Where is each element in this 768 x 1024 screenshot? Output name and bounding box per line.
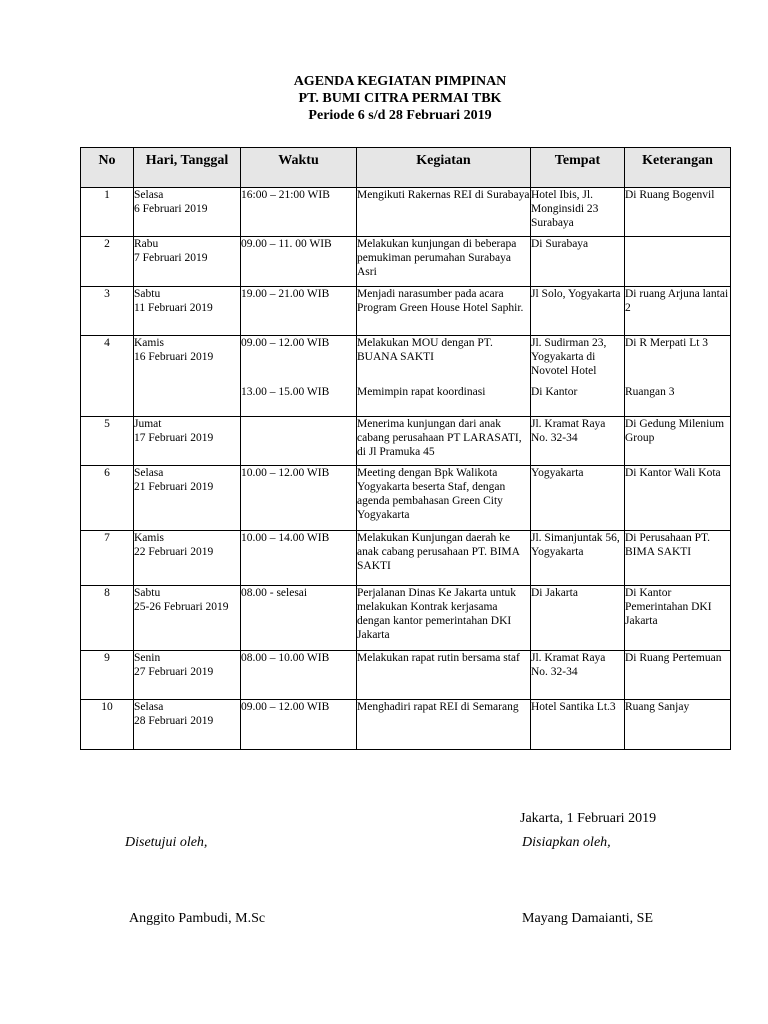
row-day: Selasa [134, 189, 164, 201]
row-activity: Menerima kunjungan dari anak cabang perusahaan PT LARASATI, di Jl Pramuka 45 [357, 417, 531, 466]
row-day: Sabtu [134, 587, 161, 599]
table-row [81, 531, 731, 586]
row-day: Kamis [134, 532, 165, 544]
row-time: 09.00 – 12.00 WIB [241, 700, 357, 750]
row-place: Hotel Ibis, Jl. Monginsidi 23 Surabaya [531, 188, 625, 237]
row-day-date [134, 466, 241, 531]
row-date: 6 Februari 2019 [134, 203, 208, 215]
row-note: Di Kantor Wali Kota [625, 466, 731, 531]
row-day-date [134, 417, 241, 466]
row-date: 27 Februari 2019 [134, 666, 214, 678]
row-day-date [134, 586, 241, 651]
approved-by-label: Disetujui oleh, [125, 835, 208, 850]
row-date: 16 Februari 2019 [134, 351, 214, 363]
header-keterangan: Keterangan [625, 148, 731, 188]
table-row [81, 287, 731, 336]
row-date: 25-26 Februari 2019 [134, 601, 229, 613]
row-activity: Meeting dengan Bpk Walikota Yogyakarta beserta Staf, dengan agenda pembahasan Green City Yogyakarta [357, 466, 531, 531]
row-activity: Melakukan Kunjungan daerah ke anak cabang perusahaan PT. BIMA SAKTI [357, 531, 531, 586]
row-number: 3 [81, 287, 134, 336]
row-activity: Menghadiri rapat REI di Semarang [357, 700, 531, 750]
row-number: 9 [81, 651, 134, 700]
row-date: 17 Februari 2019 [134, 432, 214, 444]
row-activity: Melakukan rapat rutin bersama staf [357, 651, 531, 700]
row-number: 10 [81, 700, 134, 750]
header-tempat: Tempat [531, 148, 625, 188]
table-row [81, 700, 731, 750]
row-note: Di Ruang Pertemuan [625, 651, 731, 700]
row-note: Di Kantor Pemerintahan DKI Jakarta [625, 586, 731, 651]
row-day-date [134, 336, 241, 417]
row-note: Di Gedung Milenium Group [625, 417, 731, 466]
row-note: Di Perusahaan PT. BIMA SAKTI [625, 531, 731, 586]
prepared-by-label: Disiapkan oleh, [522, 835, 611, 850]
row-number: 2 [81, 237, 134, 287]
row-day-date [134, 531, 241, 586]
row-number: 5 [81, 417, 134, 466]
table-row [81, 188, 731, 237]
row-activity: Melakukan kunjungan di beberapa pemukiman perumahan Surabaya Asri [357, 237, 531, 287]
header-waktu: Waktu [241, 148, 357, 188]
row-note [625, 237, 731, 287]
row-date: 22 Februari 2019 [134, 546, 214, 558]
row-time: 19.00 – 21.00 WIB [241, 287, 357, 336]
row-number: 6 [81, 466, 134, 531]
row-place: Hotel Santika Lt.3 [531, 700, 625, 750]
table-row [81, 336, 731, 385]
row-day-date [134, 188, 241, 237]
row-time: 10.00 – 12.00 WIB [241, 466, 357, 531]
row-activity: Perjalanan Dinas Ke Jakarta untuk melakukan Kontrak kerjasama dengan kantor pemerintahan DKI Jakarta [357, 586, 531, 651]
row-note: Ruang Sanjay [625, 700, 731, 750]
row-time: 08.00 - selesai [241, 586, 357, 651]
row-day: Sabtu [134, 288, 161, 300]
header-tanggal: Tanggal [180, 153, 229, 168]
row-number: 8 [81, 586, 134, 651]
row-note: Di ruang Arjuna lantai 2 [625, 287, 731, 336]
row-place: Di Jakarta [531, 586, 625, 651]
row-time: 09.00 – 11. 00 WIB [241, 237, 357, 287]
header-hari-tanggal [134, 148, 241, 188]
row-place: Di Surabaya [531, 237, 625, 287]
table-row [81, 466, 731, 531]
row-time: 10.00 – 14.00 WIB [241, 531, 357, 586]
period-label: Periode 6 s/d 28 Februari 2019 [308, 108, 492, 123]
row-time: 16:00 – 21:00 WIB [241, 188, 357, 237]
row-date: 21 Februari 2019 [134, 481, 214, 493]
row-note: Ruangan 3 [625, 385, 731, 417]
row-activity: Memimpin rapat koordinasi [357, 385, 531, 417]
row-day: Selasa [134, 701, 164, 713]
row-day-date [134, 700, 241, 750]
row-day-date [134, 651, 241, 700]
row-activity: Menjadi narasumber pada acara Program Green House Hotel Saphir. [357, 287, 531, 336]
row-time [241, 417, 357, 466]
row-note: Di R Merpati Lt 3 [625, 336, 731, 385]
row-day-date [134, 287, 241, 336]
table-row [81, 417, 731, 466]
row-day: Selasa [134, 467, 164, 479]
row-date: 11 Februari 2019 [134, 302, 213, 314]
row-place: Jl. Kramat Raya No. 32-34 [531, 651, 625, 700]
approver-name: Anggito Pambudi, M.Sc [129, 911, 266, 926]
table-row [81, 237, 731, 287]
row-date: 7 Februari 2019 [134, 252, 208, 264]
row-place: Yogyakarta [531, 466, 625, 531]
row-day: Kamis [134, 337, 165, 349]
agenda-table [80, 147, 731, 750]
row-date: 28 Februari 2019 [134, 715, 214, 727]
document-title: AGENDA KEGIATAN PIMPINAN [293, 74, 507, 89]
company-name: PT. BUMI CITRA PERMAI TBK [298, 91, 502, 106]
row-day: Jumat [134, 418, 162, 430]
place-date: Jakarta, 1 Februari 2019 [520, 811, 657, 826]
row-day: Senin [134, 652, 161, 664]
row-place: Jl. Simanjuntak 56, Yogyakarta [531, 531, 625, 586]
row-number: 1 [81, 188, 134, 237]
row-number: 7 [81, 531, 134, 586]
row-place: Jl. Sudirman 23, Yogyakarta di Novotel Hotel [531, 336, 625, 385]
row-place: Di Kantor [531, 385, 625, 417]
row-number: 4 [81, 336, 134, 417]
row-day: Rabu [134, 238, 159, 250]
row-time: 08.00 – 10.00 WIB [241, 651, 357, 700]
header-no: No [81, 148, 134, 188]
row-day-date [134, 237, 241, 287]
row-time: 13.00 – 15.00 WIB [241, 385, 357, 417]
row-place: Jl. Kramat Raya No. 32-34 [531, 417, 625, 466]
row-activity: Mengikuti Rakernas REI di Surabaya [357, 188, 531, 237]
row-note: Di Ruang Bogenvil [625, 188, 731, 237]
row-time: 09.00 – 12.00 WIB [241, 336, 357, 385]
table-header-row [81, 148, 731, 188]
table-row [81, 586, 731, 651]
row-place: Jl Solo, Yogyakarta [531, 287, 625, 336]
header-hari: Hari, [145, 153, 178, 168]
row-activity: Melakukan MOU dengan PT. BUANA SAKTI [357, 336, 531, 385]
header-kegiatan: Kegiatan [357, 148, 531, 188]
preparer-name: Mayang Damaianti, SE [522, 911, 654, 926]
table-row [81, 651, 731, 700]
